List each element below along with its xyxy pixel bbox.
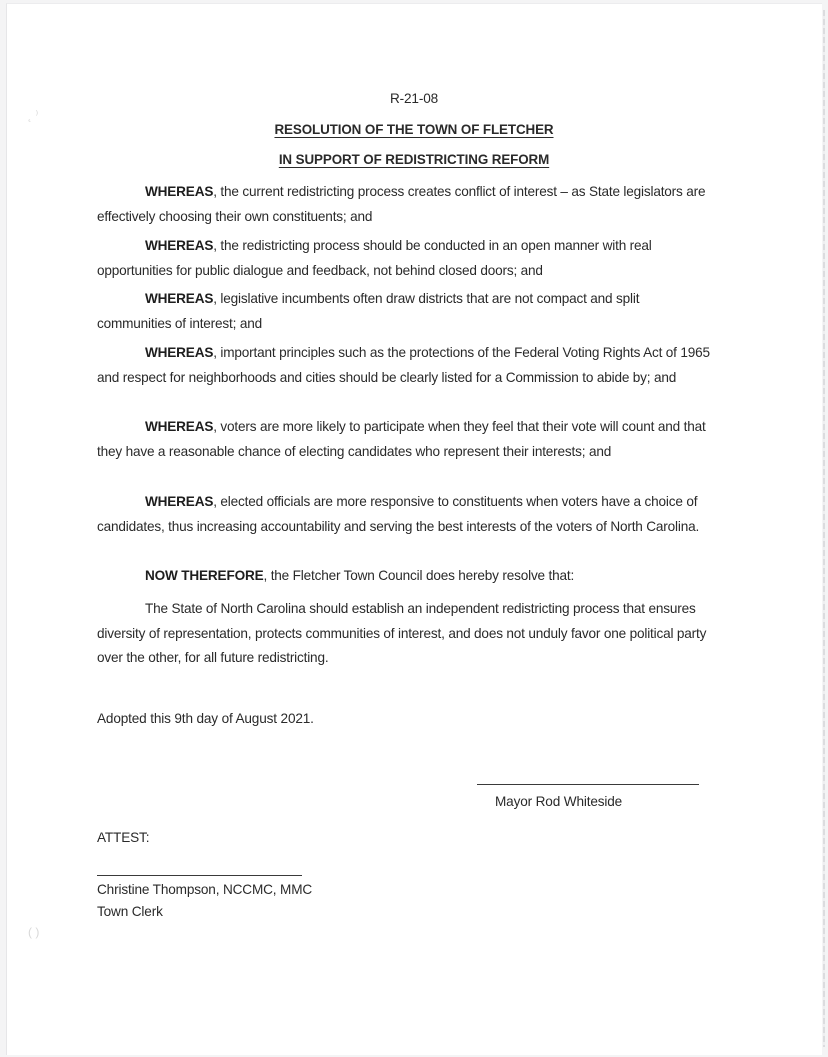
whereas-text: , voters are more likely to participate when they feel that their vote will count and that they have a reasonable chance of electing candidates who represent their interests; and: [97, 419, 706, 459]
whereas-keyword: WHEREAS: [145, 494, 214, 509]
resolution-number: R-21-08: [389, 91, 439, 106]
whereas-text: , the redistricting process should be conducted in an open manner with real opportunities for public dialogue and feedback, not behind closed doors; and: [97, 238, 652, 278]
adopted-date: Adopted this 9th day of August 2021.: [97, 711, 314, 726]
title-line-1: RESOLUTION OF THE TOWN OF FLETCHER: [274, 122, 554, 137]
whereas-clause-6: [97, 490, 717, 539]
whereas-text: , legislative incumbents often draw districts that are not compact and split communities of interest; and: [97, 291, 640, 331]
whereas-keyword: WHEREAS: [145, 419, 214, 434]
whereas-clause-5: [97, 415, 717, 464]
clerk-signature-line: [97, 875, 302, 876]
whereas-clause-2: [97, 234, 717, 283]
whereas-clause-3: [97, 287, 717, 336]
resolution-text: [97, 597, 717, 671]
whereas-clause-4: [97, 341, 717, 390]
clerk-title: Town Clerk: [97, 904, 163, 919]
whereas-keyword: WHEREAS: [145, 238, 214, 253]
resolution-body: The State of North Carolina should establish an independent redistricting process that ensures diversity of representation, protects communities of interest, and does not unduly favor one political party over the other, for all future redistricting.: [97, 601, 707, 666]
scan-smudge: ( ): [28, 925, 40, 939]
now-therefore-clause: [97, 564, 717, 589]
whereas-text: , important principles such as the protections of the Federal Voting Rights Act of 1965 and respect for neighborhoods and cities should be clearly listed for a Commission to abide by; and: [97, 345, 710, 385]
scan-smudge: ˛ ⁾: [28, 108, 39, 122]
title-line-2: IN SUPPORT OF REDISTRICTING REFORM: [278, 152, 550, 167]
attest-label: ATTEST:: [97, 830, 150, 845]
whereas-text: , elected officials are more responsive to constituents when voters have a choice of candidates, thus increasing accountability and serving the best interests of the voters of North Carolina.: [97, 494, 700, 534]
whereas-keyword: WHEREAS: [145, 291, 214, 306]
clerk-name: Christine Thompson, NCCMC, MMC: [97, 882, 313, 897]
now-therefore-text: , the Fletcher Town Council does hereby resolve that:: [263, 568, 575, 583]
now-therefore-keyword: NOW THEREFORE: [145, 568, 264, 583]
whereas-text: , the current redistricting process creates conflict of interest – as State legislators are effectively choosing their own constituents; and: [97, 184, 706, 224]
whereas-keyword: WHEREAS: [145, 184, 214, 199]
whereas-clause-1: [97, 180, 717, 229]
mayor-name: Mayor Rod Whiteside: [495, 794, 623, 809]
whereas-keyword: WHEREAS: [145, 345, 214, 360]
mayor-signature-line: [477, 784, 699, 785]
